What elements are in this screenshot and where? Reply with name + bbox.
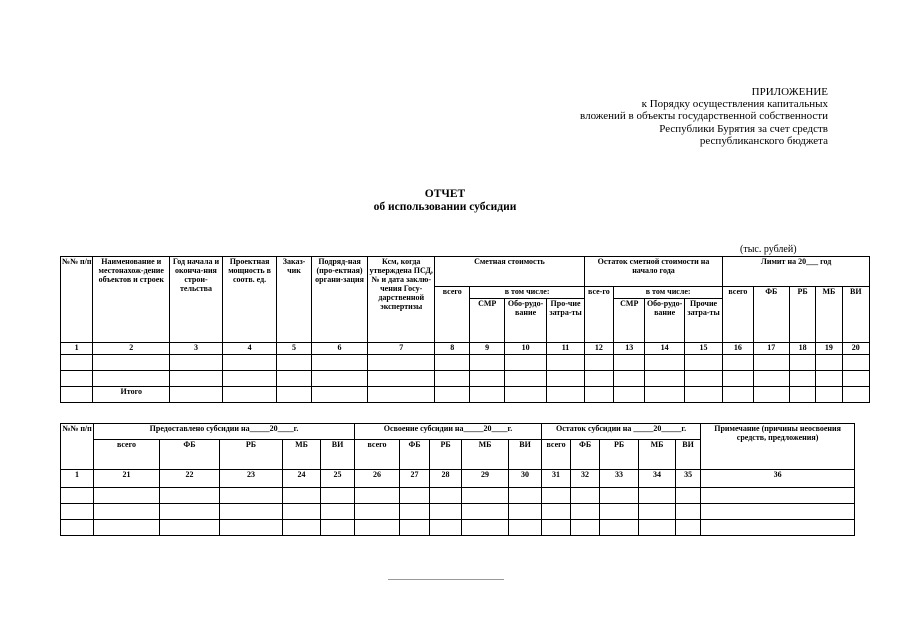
col-number: 6: [311, 343, 368, 355]
col-capacity-header: Проектная мощность в соотв. ед.: [222, 257, 277, 343]
col-num-header: №№ п/п: [61, 257, 93, 343]
report-title-line2: об использовании субсидии: [373, 201, 517, 213]
provided-vi-header: ВИ: [321, 440, 355, 470]
est-total-header: всего: [435, 287, 470, 343]
col-number: 29: [462, 470, 509, 488]
mastered-header: Освоение субсидии на_____20____г.: [355, 424, 542, 440]
rest-rb-header: РБ: [600, 440, 639, 470]
col-number: 3: [170, 343, 223, 355]
est-cost-header: Сметная стоимость: [435, 257, 585, 287]
mastered-rb-header: РБ: [430, 440, 462, 470]
col-contractor-header: Подряд-ная (про-ектная) органи-зация: [311, 257, 368, 343]
limit-mb-header: МБ: [816, 287, 842, 343]
table-row: [61, 371, 870, 387]
col-number: 15: [684, 343, 722, 355]
appendix-line: к Порядку осуществления капитальных: [641, 98, 828, 111]
rest-mb-header: МБ: [639, 440, 676, 470]
rem-incl-header: в том числе:: [614, 287, 723, 299]
rem-other-header: Прочие затра-ты: [684, 299, 722, 343]
col-number: 25: [321, 470, 355, 488]
col-number: 12: [584, 343, 613, 355]
units-label: (тыс. рублей): [740, 244, 797, 255]
t2-num-header: №№ п/п: [61, 424, 94, 470]
appendix-line: Республики Бурятия за счет средств: [659, 122, 828, 135]
col-number: 31: [542, 470, 571, 488]
col-number: 28: [430, 470, 462, 488]
rem-equip-header: Обо-рудо-вание: [645, 299, 684, 343]
provided-mb-header: МБ: [283, 440, 321, 470]
mastered-vi-header: ВИ: [509, 440, 542, 470]
col-number: 26: [355, 470, 400, 488]
limit-header: Лимит на 20___ год: [723, 257, 870, 287]
col-number: 13: [614, 343, 645, 355]
column-numbers-row: [61, 470, 855, 488]
subsidy-table: [60, 423, 855, 536]
rest-fb-header: ФБ: [571, 440, 600, 470]
col-number: 16: [723, 343, 753, 355]
provided-fb-header: ФБ: [160, 440, 220, 470]
provided-rb-header: РБ: [220, 440, 283, 470]
col-number: 30: [509, 470, 542, 488]
col-number: 21: [94, 470, 160, 488]
col-number: 7: [368, 343, 435, 355]
note-header: Примечание (причины неосвоения средств, предложения): [701, 424, 855, 470]
col-number: 5: [277, 343, 311, 355]
col-number: 24: [283, 470, 321, 488]
table-row: [61, 504, 855, 520]
mastered-mb-header: МБ: [462, 440, 509, 470]
col-number: 11: [547, 343, 584, 355]
col-number: 27: [400, 470, 430, 488]
col-number: 10: [504, 343, 546, 355]
rest-total-header: всего: [542, 440, 571, 470]
appendix-line: вложений в объекты государственной собственности: [580, 110, 828, 123]
col-ksm-header: Ксм, когда утверждена ПСД, № и дата заклю-чения Госу-дарственной экспертизы: [368, 257, 435, 343]
col-number: 34: [639, 470, 676, 488]
col-number: 32: [571, 470, 600, 488]
col-number: 2: [93, 343, 170, 355]
col-number: 33: [600, 470, 639, 488]
table-row: [61, 520, 855, 536]
rest-vi-header: ВИ: [676, 440, 701, 470]
estimate-table: [60, 256, 870, 403]
limit-total-header: всего: [723, 287, 753, 343]
rem-smr-header: СМР: [614, 299, 645, 343]
col-number: 1: [61, 470, 94, 488]
col-number: 22: [160, 470, 220, 488]
appendix-block: [470, 86, 828, 147]
column-numbers-row: [61, 343, 870, 355]
report-title: [300, 188, 590, 214]
col-number: 35: [676, 470, 701, 488]
col-number: 1: [61, 343, 93, 355]
limit-fb-header: ФБ: [753, 287, 789, 343]
rest-header: Остаток субсидии на _____20_____г.: [542, 424, 701, 440]
appendix-heading: ПРИЛОЖЕНИЕ: [751, 86, 828, 98]
col-year-header: Год начала и оконча-ния строи-тельства: [170, 257, 223, 343]
mastered-fb-header: ФБ: [400, 440, 430, 470]
total-row: [61, 387, 870, 403]
est-smr-header: СМР: [470, 299, 504, 343]
total-label: Итого: [93, 387, 170, 403]
col-number: 18: [789, 343, 815, 355]
provided-total-header: всего: [94, 440, 160, 470]
appendix-line: республиканского бюджета: [699, 134, 828, 147]
col-number: 17: [753, 343, 789, 355]
col-number: 20: [842, 343, 869, 355]
est-incl-header: в том числе:: [470, 287, 584, 299]
col-number: 19: [816, 343, 842, 355]
col-name-header: Наименование и местонахож-дение объектов и строек: [93, 257, 170, 343]
limit-rb-header: РБ: [789, 287, 815, 343]
col-number: 9: [470, 343, 504, 355]
rem-total-header: все-го: [584, 287, 613, 343]
col-number: 36: [701, 470, 855, 488]
col-number: 8: [435, 343, 470, 355]
report-title-line1: ОТЧЕТ: [424, 188, 466, 200]
table-row: [61, 355, 870, 371]
est-equip-header: Обо-рудо-вание: [504, 299, 546, 343]
mastered-total-header: всего: [355, 440, 400, 470]
remaining-header: Остаток сметной стоимости на начало года: [584, 257, 723, 287]
col-number: 14: [645, 343, 684, 355]
limit-vi-header: ВИ: [842, 287, 869, 343]
col-number: 4: [222, 343, 277, 355]
col-customer-header: Заказ-чик: [277, 257, 311, 343]
table-row: [61, 488, 855, 504]
est-other-header: Про-чие затра-ты: [547, 299, 584, 343]
provided-header: Предоставлено субсидии на_____20____г.: [94, 424, 355, 440]
footer-divider: [388, 579, 504, 580]
col-number: 23: [220, 470, 283, 488]
